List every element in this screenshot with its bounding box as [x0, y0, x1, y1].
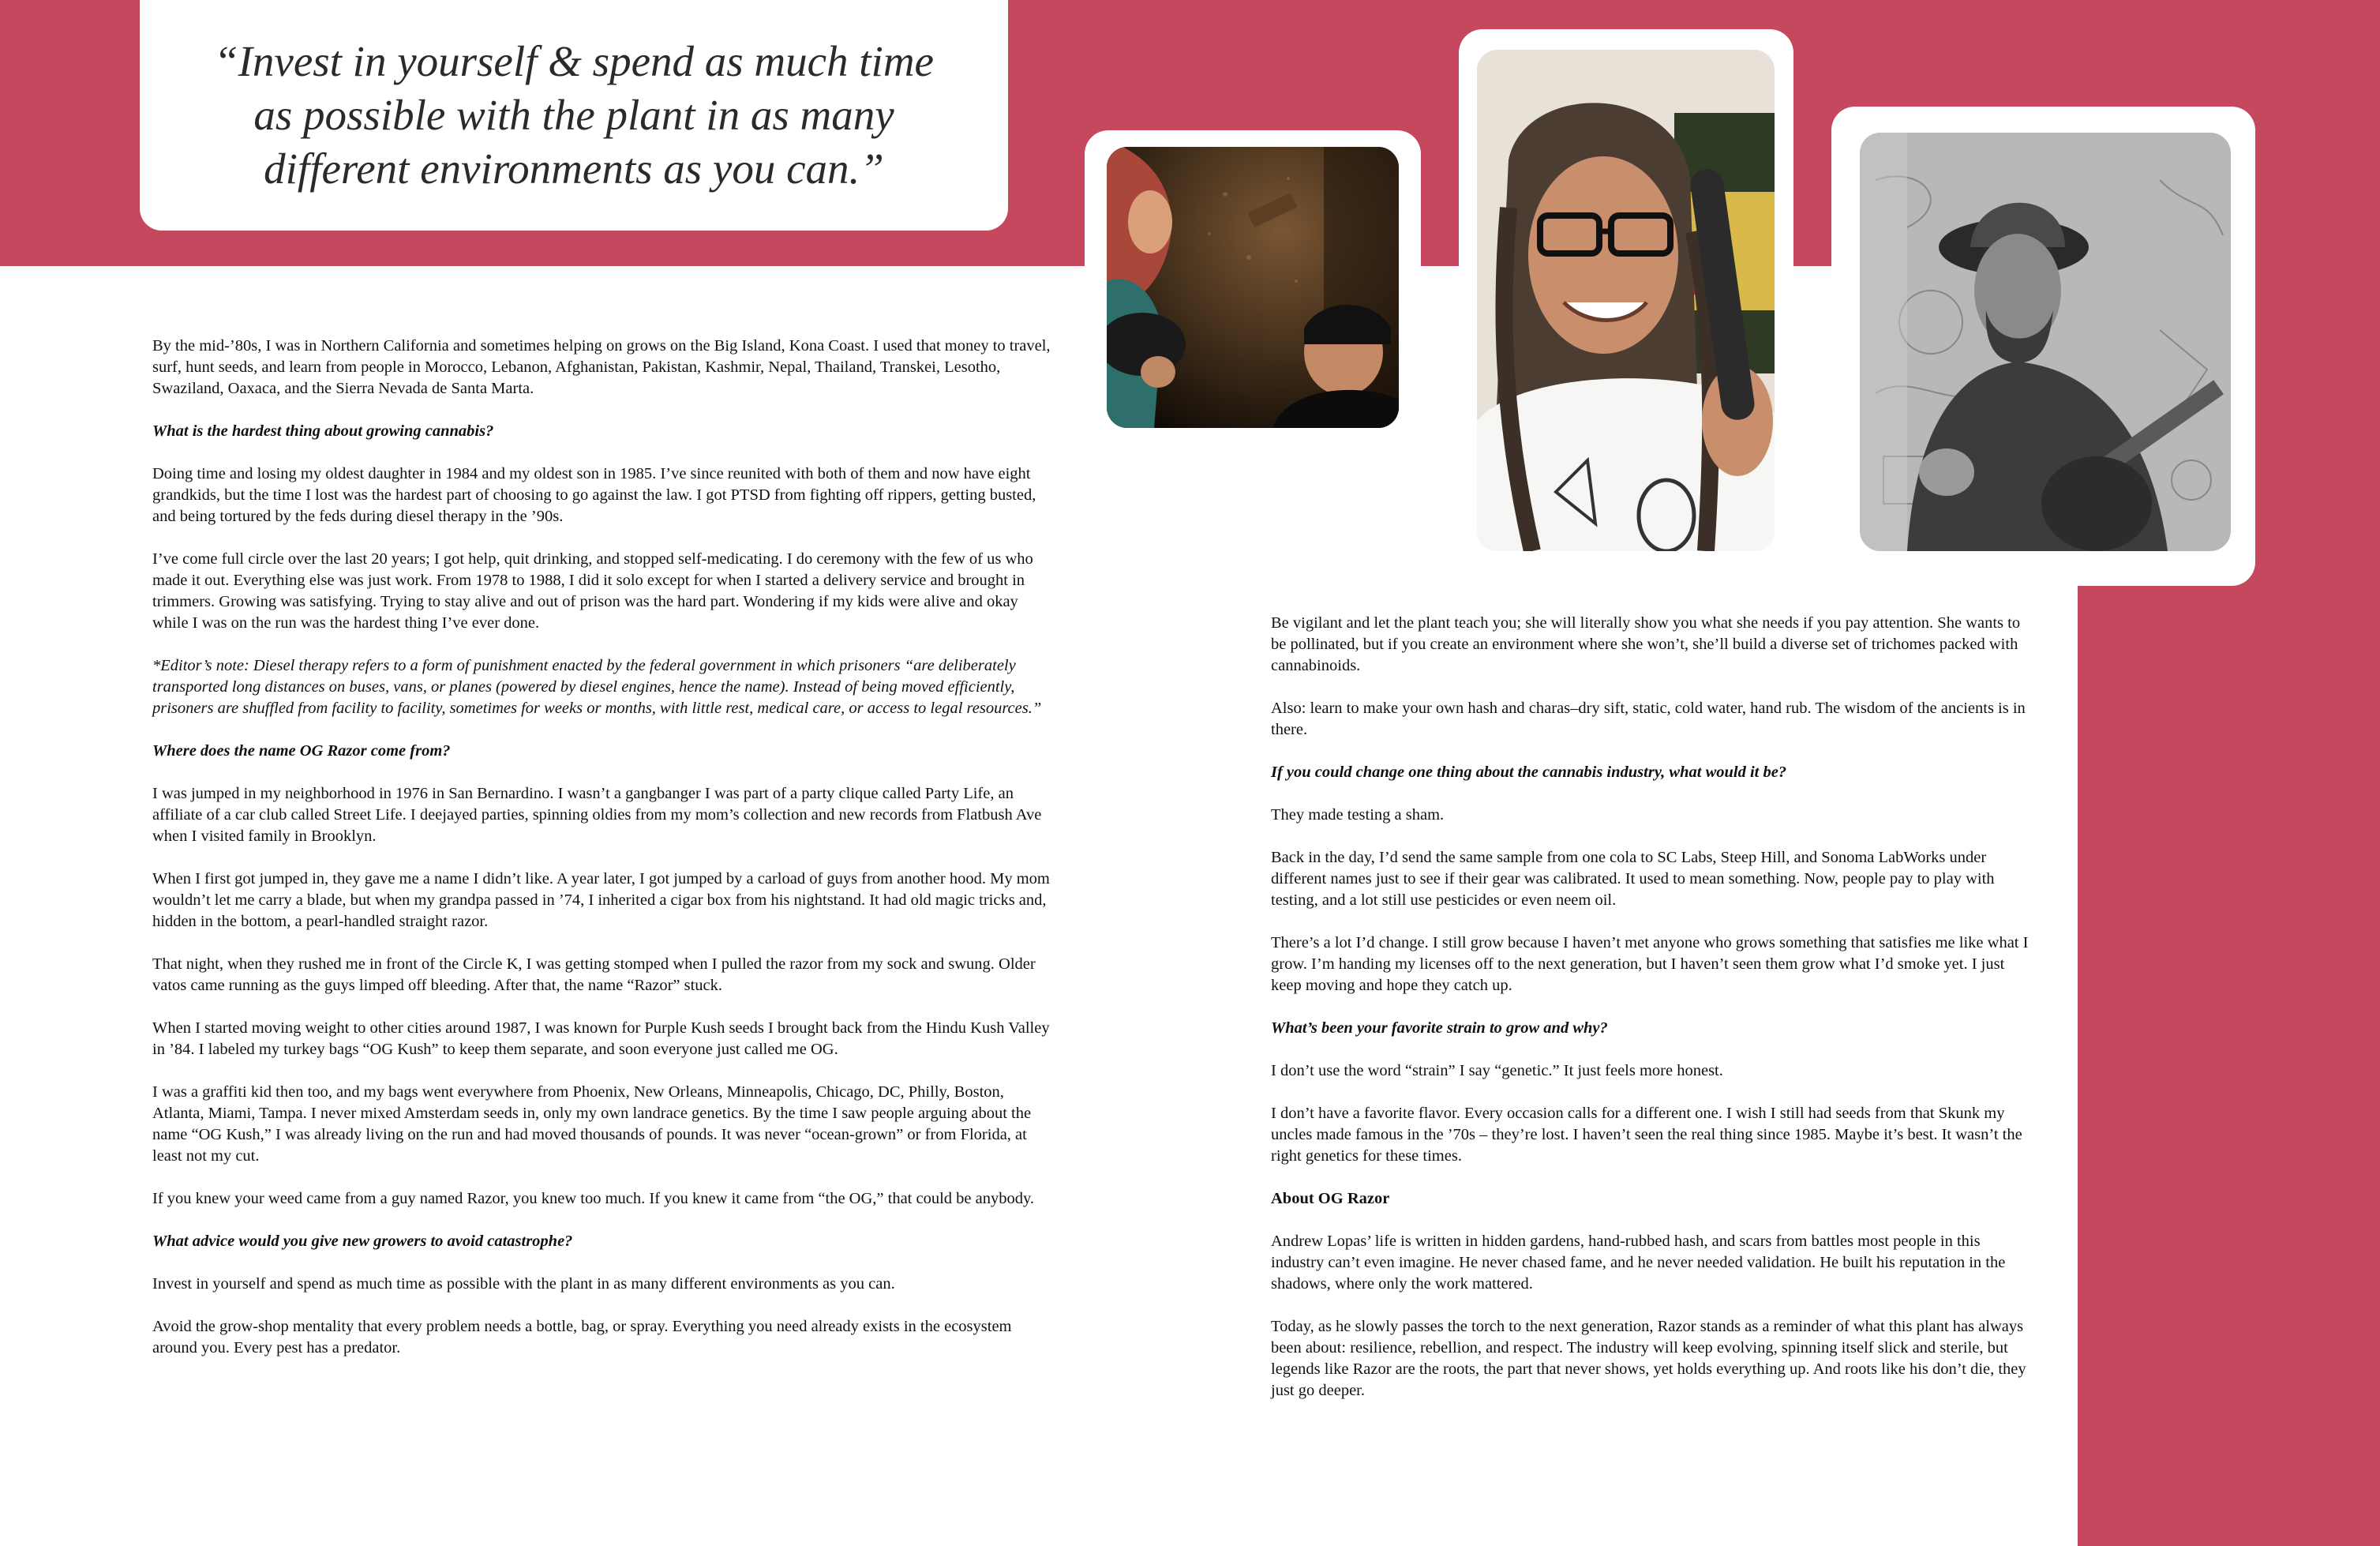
body-paragraph: There’s a lot I’d change. I still grow because I haven’t met anyone who grows something that satisfies me like what I grow. I’m handing my licenses off to the next generation, but I haven’t seen them grow what I’d smoke yet. I just keep moving and hope they catch up. — [1271, 934, 2029, 994]
article-column-left — [152, 336, 1052, 1380]
body-paragraph: That night, when they rushed me in front of the Circle K, I was getting stomped when I pulled the razor from my sock and swung. Older vatos came running as the guys limped off bleeding. After that, the name “Razor” stuck. — [152, 955, 1036, 994]
body-paragraph: By the mid-’80s, I was in Northern California and sometimes helping on grows on the Big Island, Kona Coast. I used that money to travel, surf, hunt seeds, and learn from people in Morocco, Lebanon, Afghanistan, Pakistan, Kashmir, Nepal, Thailand, Transkei, Lesotho, Swaziland, Oaxaca, and the Sierra Nevada de Santa Marta. — [152, 337, 1051, 397]
body-paragraph: When I first got jumped in, they gave me a name I didn’t like. A year later, I got jumped by a carload of guys from another hood. My mom wouldn’t let me carry a blade, but when my grandpa passed in ’74, I inherited a cigar box from his nightstand. It had old magic tricks and, hidden in the bottom, a pearl-handled straight razor. — [152, 870, 1050, 930]
body-paragraph: If you knew your weed came from a guy named Razor, you knew too much. If you knew it came from “the OG,” that could be anybody. — [152, 1190, 1035, 1207]
photo-og-razor-portrait — [1477, 50, 1775, 551]
body-paragraph: I was a graffiti kid then too, and my bags went everywhere from Phoenix, New Orleans, Minneapolis, Chicago, DC, Philly, Boston, Atlanta, Miami, Tampa. I never mixed Amsterdam seeds in, only my own landrace genetics. By the time I saw people arguing about the name “OG Kush,” I was already living on the run and had moved thousands of pounds. It was never “ocean-grown” or from Florida, at least not my cut. — [152, 1083, 1032, 1165]
photo-man-with-guitar — [1860, 133, 2231, 551]
interview-question: What’s been your favorite strain to grow and why? — [1271, 1019, 1608, 1037]
body-paragraph: Avoid the grow-shop mentality that every problem needs a bottle, bag, or spray. Everything you need already exists in the ecosystem around you. Every pest has a predator. — [152, 1318, 1012, 1357]
section-heading: About OG Razor — [1271, 1190, 1390, 1207]
interview-question: What advice would you give new growers to avoid catastrophe? — [152, 1233, 573, 1250]
editor-note: *Editor’s note: Diesel therapy refers to a form of punishment enacted by the federal government in which prisoners “are deliberately transported long distances on buses, vans, or planes (powered by diesel engines, hence the name). Instead of being moved efficiently, prisoners are shuffled from facility to facility, sometimes for weeks or months, with little rest, medical care, or access to legal resources.” — [152, 657, 1042, 717]
body-paragraph: Andrew Lopas’ life is written in hidden gardens, hand-rubbed hash, and scars from battles most people in this industry can’t even imagine. He never chased fame, and he never needed validation. He built his reputation in the shadows, where only the work mattered. — [1271, 1233, 2006, 1293]
interview-question: Where does the name OG Razor come from? — [152, 742, 451, 760]
body-paragraph: Today, as he slowly passes the torch to the next generation, Razor stands as a reminder of what this plant has always been about: resilience, rebellion, and respect. The industry will keep evolving, spinning itself slick and sterile, but legends like Razor are the roots, the part that never shows, yet holds everything up. And roots like his don’t die, they just go deeper. — [1271, 1318, 2026, 1399]
body-paragraph: I’ve come full circle over the last 20 years; I got help, quit drinking, and stopped self-medicating. I do ceremony with the few of us who made it out. Everything else was just work. From 1978 to 1988, I did it solo except for when I started a delivery service and brought in trimmers. Growing was satisfying. Trying to stay alive and out of prison was the hard part. Wondering if my kids were alive and okay while I was on the run was the hardest thing I’ve ever done. — [152, 550, 1033, 632]
photo-couple-trimming — [1107, 147, 1399, 428]
body-paragraph: I was jumped in my neighborhood in 1976 in San Bernardino. I wasn’t a gangbanger I was part of a party clique called Party Life, an affiliate of a car club called Street Life. I deejayed parties, spinning oldies from my mom’s collection and new records from Flatbush Ave when I visited family in Brooklyn. — [152, 785, 1042, 845]
pull-quote: “Invest in yourself & spend as much time as possible with the plant in as many different environments as you can.” — [214, 37, 934, 193]
body-paragraph: I don’t use the word “strain” I say “genetic.” It just feels more honest. — [1271, 1062, 1723, 1079]
pull-quote-card — [140, 0, 1008, 231]
interview-question: If you could change one thing about the cannabis industry, what would it be? — [1271, 764, 1787, 781]
body-paragraph: Doing time and losing my oldest daughter in 1984 and my oldest son in 1985. I’ve since reunited with both of them and now have eight grandkids, but the time I lost was the hardest part of choosing to go against the law. I got PTSD from fighting off rippers, getting busted, and being tortured by the feds during diesel therapy in the ’90s. — [152, 465, 1036, 525]
body-paragraph: When I started moving weight to other cities around 1987, I was known for Purple Kush seeds I brought back from the Hindu Kush Valley in ’84. I labeled my turkey bags “OG Kush” to keep them separate, and soon everyone just called me OG. — [152, 1019, 1050, 1058]
body-paragraph: Be vigilant and let the plant teach you; she will literally show you what she needs if you pay attention. She wants to be pollinated, but if you create an environment where she won’t, she’ll build a diverse set of trichomes packed with cannabinoids. — [1271, 614, 2021, 674]
body-paragraph: They made testing a sham. — [1271, 806, 1445, 824]
body-paragraph: Invest in yourself and spend as much time as possible with the plant in as many different environments as you can. — [152, 1275, 895, 1293]
interview-question: What is the hardest thing about growing cannabis? — [152, 422, 494, 440]
article-column-right — [1271, 613, 2029, 1423]
body-paragraph: Also: learn to make your own hash and charas–dry sift, static, cold water, hand rub. The wisdom of the ancients is in there. — [1271, 700, 2026, 738]
body-paragraph: Back in the day, I’d send the same sample from one cola to SC Labs, Steep Hill, and Sonoma LabWorks under different names just to see if their gear was calibrated. It used to mean something. Now, people pay to play with testing, and a lot still use pesticides or even neem oil. — [1271, 849, 1995, 909]
body-paragraph: I don’t have a favorite flavor. Every occasion calls for a different one. I wish I still had seeds from that Skunk my uncles made famous in the ’70s – they’re lost. I haven’t seen the real thing since 1985. Maybe it’s best. It wasn’t the right genetics for these times. — [1271, 1105, 2022, 1165]
